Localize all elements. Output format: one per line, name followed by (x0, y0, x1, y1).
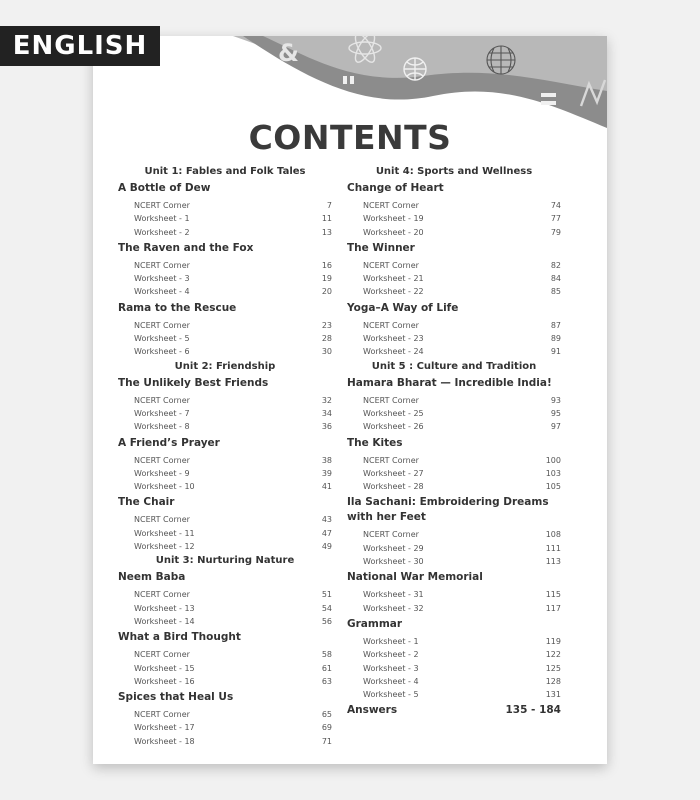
entry-label: Worksheet - 13 (134, 603, 195, 613)
answers-label: Answers (347, 704, 398, 717)
entry-page-number: 84 (550, 274, 561, 284)
entry-label: Worksheet - 18 (134, 736, 195, 746)
chapter-title-text: Ila Sachani: Embroidering Dreams (347, 496, 549, 509)
toc-entry[interactable] (118, 588, 332, 601)
entry-page-number: 20 (321, 287, 332, 297)
chapter-title-a-bottle-of-dew[interactable] (118, 181, 332, 196)
entry-page-number: 105 (545, 482, 561, 492)
entry-label: Worksheet - 25 (363, 408, 424, 418)
entry-label: NCERT Corner (363, 395, 419, 405)
entry-label: NCERT Corner (363, 260, 419, 270)
entry-page-number: 69 (321, 723, 332, 733)
toc-entry[interactable] (347, 648, 561, 661)
chapter-title-text: A Friend’s Prayer (118, 436, 220, 449)
entry-page-number: 51 (321, 590, 332, 600)
globe-icon (404, 58, 426, 80)
toc-entry[interactable] (118, 467, 332, 480)
entry-label: Worksheet - 20 (363, 227, 424, 237)
chapter-title-yoga-a-way-of-life[interactable] (347, 301, 561, 316)
entry-page-number: 100 (545, 455, 561, 465)
chapter-title-text: The Unlikely Best Friends (118, 376, 269, 389)
entry-label: Worksheet - 28 (363, 482, 424, 492)
entry-page-number: 28 (321, 334, 332, 344)
page-title: CONTENTS (248, 118, 452, 157)
chapter-title-text: The Winner (347, 241, 415, 254)
toc-entry[interactable] (347, 528, 561, 541)
answers-entry[interactable] (347, 704, 561, 716)
entry-label: Worksheet - 5 (363, 690, 419, 700)
unit-heading: Unit 5 : Culture and Tradition (371, 360, 537, 372)
chapter-title-rama-to-the-rescue[interactable] (118, 301, 332, 316)
svg-text:&: & (278, 39, 299, 67)
entry-page-number: 65 (321, 710, 332, 720)
entry-label: Worksheet - 6 (134, 347, 190, 357)
chapter-entries (347, 319, 561, 359)
toc-entry[interactable] (118, 602, 332, 615)
chapter-title-text: National War Memorial (347, 571, 483, 584)
entry-page-number: 47 (321, 528, 332, 538)
toc-entry[interactable] (347, 542, 561, 555)
entry-page-number: 16 (321, 260, 332, 270)
unit-heading: Unit 3: Nurturing Nature (155, 555, 295, 567)
entry-page-number: 131 (545, 690, 561, 700)
entry-page-number: 95 (550, 408, 561, 418)
chapter-entries (118, 394, 332, 434)
chapter-entries (118, 199, 332, 239)
entry-label: NCERT Corner (363, 530, 419, 540)
chapter-entries (347, 199, 561, 239)
unit-heading: Unit 1: Fables and Folk Tales (144, 166, 306, 177)
chapter-title-text: Yoga–A Way of Life (347, 301, 459, 314)
entry-label: Worksheet - 1 (134, 214, 190, 224)
chapter-entries (347, 259, 561, 299)
entry-page-number: 119 (545, 636, 561, 646)
chapter-title-text: A Bottle of Dew (118, 182, 211, 194)
entry-page-number: 93 (550, 395, 561, 405)
entry-label: NCERT Corner (134, 320, 190, 330)
entry-label: Worksheet - 16 (134, 676, 195, 686)
entry-page-number: 89 (550, 334, 561, 344)
toc-entry[interactable] (347, 555, 561, 568)
chapter-title-text: Hamara Bharat — Incredible India! (347, 376, 552, 389)
entry-page-number: 19 (321, 274, 332, 284)
entry-label: Worksheet - 26 (363, 422, 424, 432)
entry-page-number: 111 (545, 543, 561, 553)
entry-page-number: 54 (321, 603, 332, 613)
toc-entry[interactable] (118, 407, 332, 420)
chapter-entries (118, 454, 332, 494)
chapter-entries (347, 588, 561, 615)
entry-page-number: 63 (321, 676, 332, 686)
entry-label: Worksheet - 4 (363, 676, 419, 686)
ampersand-icon (278, 39, 299, 67)
toc-entry[interactable] (347, 635, 561, 648)
entry-page-number: 61 (321, 663, 332, 673)
entry-label: Worksheet - 1 (363, 636, 419, 646)
toc-entry[interactable] (347, 285, 561, 298)
chapter-title-ila-sachani-embroidering-dreams[interactable] (347, 495, 561, 525)
chapter-entries (347, 528, 561, 568)
chapter-title-text: Grammar (347, 617, 403, 630)
unit-heading: Unit 2: Friendship (174, 360, 276, 372)
toc-entry[interactable] (118, 721, 332, 734)
entry-label: Worksheet - 19 (363, 214, 424, 224)
chapter-title-text-line2: with her Feet (347, 511, 426, 524)
entry-page-number: 43 (321, 515, 332, 525)
entry-label: NCERT Corner (134, 590, 190, 600)
toc-entry[interactable] (118, 675, 332, 688)
entry-page-number: 32 (321, 395, 332, 405)
toc-entry[interactable] (347, 675, 561, 688)
chapter-entries (118, 588, 332, 628)
toc-entry[interactable] (118, 615, 332, 628)
toc-entry[interactable] (347, 407, 561, 420)
toc-entry[interactable] (118, 540, 332, 553)
entry-label: Worksheet - 17 (134, 723, 195, 733)
entry-page-number: 38 (321, 455, 332, 465)
entry-label: Worksheet - 11 (134, 528, 195, 538)
entry-page-number: 125 (545, 663, 561, 673)
chapter-title-change-of-heart[interactable] (347, 181, 561, 196)
entry-label: Worksheet - 22 (363, 287, 424, 297)
chapter-title-what-a-bird-thought[interactable] (118, 630, 332, 645)
chapter-entries (118, 513, 332, 553)
contents-page (93, 36, 607, 764)
entry-label: NCERT Corner (363, 455, 419, 465)
entry-label: Worksheet - 31 (363, 590, 424, 600)
toc-entry[interactable] (118, 480, 332, 493)
toc-entry[interactable] (347, 602, 561, 615)
toc-entry[interactable] (118, 285, 332, 298)
entry-page-number: 41 (321, 482, 332, 492)
chapter-title-text: Neem Baba (118, 571, 186, 584)
entry-label: Worksheet - 2 (134, 227, 190, 237)
entry-page-number: 56 (321, 616, 332, 626)
chapter-entries (118, 708, 332, 748)
toc-entry[interactable] (347, 319, 561, 332)
entry-page-number: 34 (321, 408, 332, 418)
entry-label: Worksheet - 3 (363, 663, 419, 673)
toc-entry[interactable] (347, 394, 561, 407)
chapter-title-grammar[interactable] (347, 617, 561, 632)
chapter-title-the-chair[interactable] (118, 495, 332, 510)
entry-page-number: 30 (321, 347, 332, 357)
entry-label: NCERT Corner (134, 710, 190, 720)
chapter-title-text: What a Bird Thought (118, 631, 241, 644)
entry-label: Worksheet - 9 (134, 468, 190, 478)
toc-entry[interactable] (347, 226, 561, 239)
entry-label: NCERT Corner (134, 515, 190, 525)
chapter-entries (118, 259, 332, 299)
toc-entry[interactable] (118, 513, 332, 526)
entry-label: Worksheet - 30 (363, 557, 424, 567)
entry-page-number: 82 (550, 260, 561, 270)
toc-entry[interactable] (347, 688, 561, 701)
entry-label: NCERT Corner (134, 395, 190, 405)
entry-label: Worksheet - 24 (363, 347, 424, 357)
entry-label: NCERT Corner (134, 201, 190, 210)
answers-page-range: 135 - 184 (505, 704, 561, 717)
entry-page-number: 103 (545, 468, 561, 478)
chapter-title-the-raven-and-the-fox[interactable] (118, 241, 332, 256)
toc-entry[interactable] (118, 708, 332, 721)
toc-entry[interactable] (347, 212, 561, 225)
unit-heading: Unit 4: Sports and Wellness (375, 166, 533, 177)
entry-label: NCERT Corner (134, 650, 190, 660)
entry-label: Worksheet - 5 (134, 334, 190, 344)
toc-entry[interactable] (118, 648, 332, 661)
entry-page-number: 91 (550, 347, 561, 357)
entry-label: Worksheet - 12 (134, 542, 195, 552)
chapter-entries (118, 319, 332, 359)
chapter-title-spices-that-heal-us[interactable] (118, 690, 332, 705)
entry-label: Worksheet - 7 (134, 408, 190, 418)
entry-page-number: 113 (545, 557, 561, 567)
chapter-title-the-kites[interactable] (347, 436, 561, 451)
entry-page-number: 122 (545, 650, 561, 660)
toc-entry[interactable] (347, 345, 561, 358)
entry-page-number: 7 (326, 201, 332, 210)
toc-entry[interactable] (347, 588, 561, 601)
toc-entry[interactable] (347, 332, 561, 345)
toc-entry[interactable] (118, 527, 332, 540)
toc-entry[interactable] (118, 394, 332, 407)
toc-entry[interactable] (347, 467, 561, 480)
chapter-title-text: The Chair (118, 496, 175, 509)
entry-label: Worksheet - 29 (363, 543, 424, 553)
entry-page-number: 77 (550, 214, 561, 224)
toc-entry[interactable] (118, 272, 332, 285)
globe-grid-icon (487, 46, 515, 74)
entry-label: Worksheet - 8 (134, 422, 190, 432)
toc-entry[interactable] (118, 735, 332, 748)
entry-page-number: 23 (321, 320, 332, 330)
entry-label: Worksheet - 14 (134, 616, 195, 626)
toc-entry[interactable] (347, 454, 561, 467)
entry-label: NCERT Corner (363, 201, 419, 210)
chapter-entries (118, 648, 332, 688)
toc-entry[interactable] (118, 662, 332, 675)
chapter-entries (347, 454, 561, 494)
entry-page-number: 58 (321, 650, 332, 660)
entry-page-number: 13 (321, 227, 332, 237)
toc-entry[interactable] (347, 662, 561, 675)
entry-label: Worksheet - 10 (134, 482, 195, 492)
entry-page-number: 97 (550, 422, 561, 432)
toc-entry[interactable] (118, 332, 332, 345)
entry-page-number: 128 (545, 676, 561, 686)
entry-label: Worksheet - 32 (363, 603, 424, 613)
entry-page-number: 79 (550, 227, 561, 237)
chapter-title-text: Rama to the Rescue (118, 301, 237, 314)
entry-page-number: 85 (550, 287, 561, 297)
chapter-entries (347, 394, 561, 434)
entry-label: Worksheet - 2 (363, 650, 419, 660)
entry-label: NCERT Corner (363, 320, 419, 330)
toc-entry[interactable] (347, 272, 561, 285)
toc-entry[interactable] (118, 420, 332, 433)
entry-label: Worksheet - 27 (363, 468, 424, 478)
entry-label: Worksheet - 15 (134, 663, 195, 673)
toc-entry[interactable] (118, 259, 332, 272)
chapter-entries (347, 635, 561, 701)
chapter-title-the-unlikely-best-friends[interactable] (118, 376, 332, 391)
entry-page-number: 87 (550, 320, 561, 330)
contents-left-column (118, 164, 332, 748)
entry-label: Worksheet - 4 (134, 287, 190, 297)
toc-entry[interactable] (347, 480, 561, 493)
entry-page-number: 115 (545, 590, 561, 600)
toc-entry[interactable] (347, 420, 561, 433)
entry-label: Worksheet - 21 (363, 274, 424, 284)
chapter-title-text: The Kites (347, 436, 403, 449)
entry-label: Worksheet - 3 (134, 274, 190, 284)
chapter-title-a-friend-s-prayer[interactable] (118, 436, 332, 451)
toc-entry[interactable] (118, 226, 332, 239)
chapter-title-hamara-bharat-incredible-india[interactable] (347, 376, 561, 391)
entry-label: NCERT Corner (134, 260, 190, 270)
toc-entry[interactable] (118, 319, 332, 332)
entry-label: NCERT Corner (134, 455, 190, 465)
entry-page-number: 36 (321, 422, 332, 432)
chapter-title-text: Change of Heart (347, 182, 444, 194)
entry-label: Worksheet - 23 (363, 334, 424, 344)
toc-entry[interactable] (118, 212, 332, 225)
entry-page-number: 11 (321, 214, 332, 224)
chapter-title-text: The Raven and the Fox (118, 241, 254, 254)
entry-page-number: 71 (321, 736, 332, 746)
contents-right-column (347, 164, 561, 716)
entry-page-number: 39 (321, 468, 332, 478)
chapter-title-neem-baba[interactable] (118, 570, 332, 585)
chapter-title-text: Spices that Heal Us (118, 691, 234, 704)
entry-page-number: 117 (545, 603, 561, 613)
toc-entry[interactable] (118, 345, 332, 358)
entry-page-number: 49 (321, 542, 332, 552)
entry-page-number: 74 (550, 201, 561, 210)
toc-entry[interactable] (118, 199, 332, 212)
chapter-title-the-winner[interactable] (347, 241, 561, 256)
entry-page-number: 108 (545, 530, 561, 540)
toc-entry[interactable] (347, 259, 561, 272)
language-tag: ENGLISH (0, 26, 160, 66)
toc-entry[interactable] (347, 199, 561, 212)
chapter-title-national-war-memorial[interactable] (347, 570, 561, 585)
toc-entry[interactable] (118, 454, 332, 467)
